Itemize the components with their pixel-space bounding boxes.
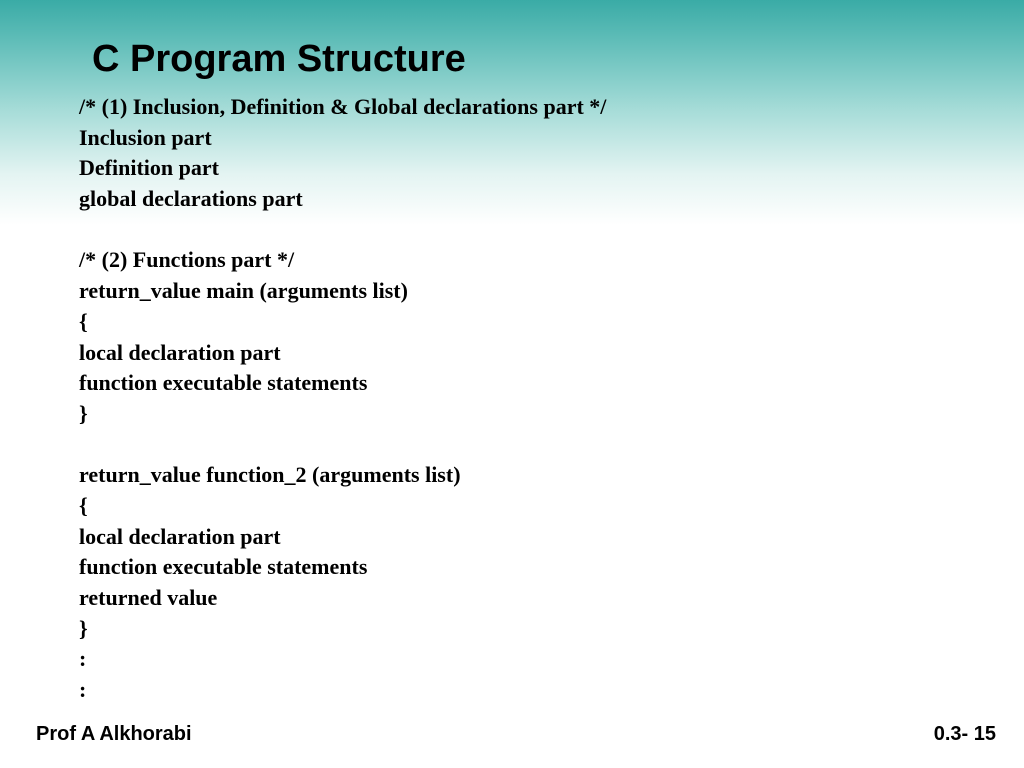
code-line: /* (1) Inclusion, Definition & Global declarations part */ xyxy=(79,94,607,119)
code-line: : xyxy=(79,646,87,672)
code-line: } xyxy=(79,400,88,426)
blank-line xyxy=(79,215,606,246)
code-line: function executable statements xyxy=(79,370,368,396)
slide-title: C Program Structure xyxy=(92,38,466,80)
code-line: /* (2) Functions part */ xyxy=(79,247,295,273)
code-line: global declarations part xyxy=(79,186,303,212)
footer-author: Prof A Alkhorabi xyxy=(36,723,192,745)
code-line: return_value main (arguments list) xyxy=(79,278,408,304)
footer-page-number: 0.3- 15 xyxy=(933,723,996,745)
code-line: local declaration part xyxy=(79,523,281,549)
code-line: return_value function_2 (arguments list) xyxy=(79,462,461,488)
code-line: : xyxy=(79,677,87,703)
blank-line xyxy=(79,430,606,461)
code-line: Definition part xyxy=(79,155,219,181)
code-structure-body xyxy=(79,92,606,706)
code-line: Inclusion part xyxy=(79,124,212,150)
code-line: } xyxy=(79,615,88,641)
code-line: { xyxy=(79,492,88,518)
code-line: local declaration part xyxy=(79,339,281,365)
code-line: function executable statements xyxy=(79,554,368,580)
code-line: { xyxy=(79,308,88,334)
code-line: returned value xyxy=(79,585,218,610)
